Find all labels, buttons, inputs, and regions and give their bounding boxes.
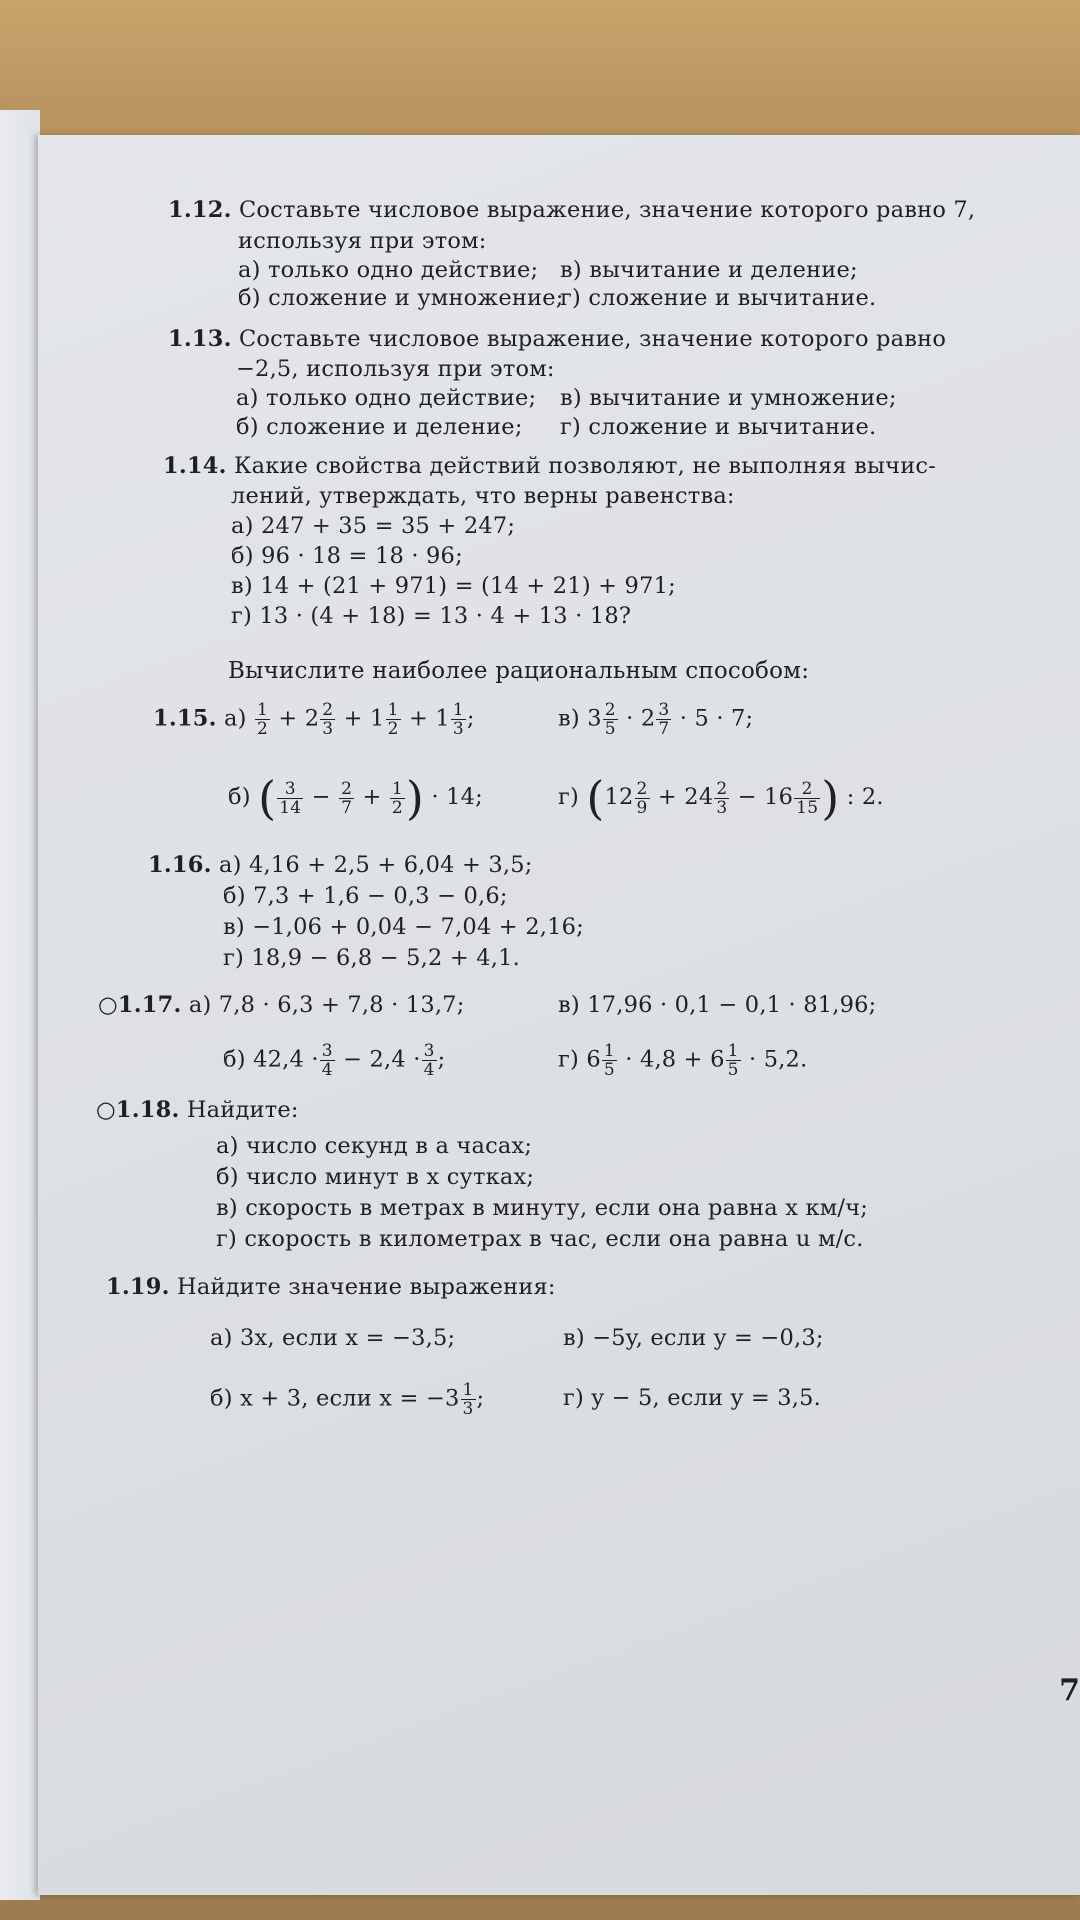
fraction [422,1042,437,1079]
right-paren: ) [821,771,840,825]
operator: : 2. [846,784,884,810]
operator: · 2 [626,705,656,732]
circle-marker-icon: ○ [96,1097,116,1123]
problem-1-18-g: г) скорость в километрах в час, если она равна u м/с. [216,1226,864,1252]
problem-number: 1.12. [168,197,232,223]
problem-1-16-v: в) −1,06 + 0,04 − 7,04 + 2,16; [223,914,584,940]
numerator: 1 [256,700,268,720]
operator: + 1 [343,705,385,732]
operator: − 16 [737,784,794,810]
numerator: 2 [604,700,616,720]
denominator: 2 [387,719,399,739]
denominator: 3 [452,719,464,739]
numerator: 2 [341,778,353,799]
denominator: 4 [423,1060,435,1080]
fraction [320,701,335,738]
fraction [794,780,820,817]
problem-1-14-a: а) 247 + 35 = 35 + 247; [231,513,516,539]
denominator: 14 [279,797,302,818]
fraction [714,780,729,817]
problem-1-17-g [558,1042,807,1079]
denominator: 5 [727,1060,739,1080]
problem-text: Составьте числовое выражение, значение которого равно 7, [239,197,976,223]
fraction [255,701,270,738]
problem-1-14-g: г) 13 · (4 + 18) = 13 · 4 + 13 · 18? [231,603,632,629]
whole-part: 12 [604,784,634,810]
fraction [277,780,303,817]
denominator: 9 [636,797,648,818]
problem-1-17-b [223,1042,445,1079]
numerator: 2 [794,780,820,799]
left-paren: ( [258,771,277,825]
numerator: 2 [716,778,728,799]
left-paren: ( [586,771,605,825]
denominator: 15 [796,797,819,818]
problem-1-19-title [106,1274,556,1300]
item-label: г) [558,784,579,810]
problem-1-16-g: г) 18,9 − 6,8 − 5,2 + 4,1. [223,945,520,971]
textbook-page [38,135,1080,1895]
numerator: 2 [636,778,648,799]
item-text: б) x + 3, если x = −3 [210,1385,460,1412]
whole-part: 3 [587,705,602,732]
item-label: г) [558,1046,579,1073]
numerator: 3 [277,780,303,799]
problem-1-12-line2: используя при этом: [238,228,487,254]
problem-1-18-title [96,1097,299,1123]
whole-part: 6 [586,1046,601,1073]
fraction [320,1042,335,1079]
operand: − 2,4 · [343,1046,421,1073]
numerator: 1 [391,778,403,799]
operator: − [311,784,331,810]
operand: · 5,2. [748,1046,808,1073]
fraction [461,1381,476,1418]
item-label: в) [558,705,580,732]
operand: 42,4 · [253,1046,319,1073]
item-text: а) 7,8 · 6,3 + 7,8 · 13,7; [188,992,465,1018]
page-number: 7 [1059,1673,1080,1708]
problem-1-17-a [98,992,464,1018]
problem-1-14-v: в) 14 + (21 + 971) = (14 + 21) + 971; [231,573,676,599]
previous-page-edge [0,110,40,1900]
problem-1-19-v: в) −5y, если y = −0,3; [563,1325,824,1351]
problem-1-15-g [558,771,884,825]
numerator: 1 [452,700,464,720]
problem-1-18-a: а) число секунд в a часах; [216,1133,533,1159]
problem-number: 1.13. [168,326,232,352]
denominator: 7 [341,797,353,818]
item-text: а) 4,16 + 2,5 + 6,04 + 3,5; [219,852,533,878]
problem-1-15-v [558,701,753,738]
punctuation: ; [437,1046,446,1073]
fraction [656,701,671,738]
problem-1-12-g: г) сложение и вычитание. [560,285,877,311]
numerator: 1 [462,1380,474,1400]
item-label: б) [228,784,251,810]
fraction [726,1042,741,1079]
punctuation: ; [466,705,475,732]
problem-1-15-a [153,701,475,738]
fraction [603,701,618,738]
denominator: 3 [716,797,728,818]
numerator: 3 [321,1041,333,1061]
problem-number: 1.19. [106,1274,170,1300]
problem-number: 1.15. [153,705,217,732]
denominator: 7 [658,719,670,739]
fraction [390,780,405,817]
denominator: 3 [322,719,334,739]
denominator: 2 [391,797,403,818]
problem-1-13-v: в) вычитание и умножение; [560,385,897,411]
numerator: 3 [423,1041,435,1061]
problem-1-16-b: б) 7,3 + 1,6 − 0,3 − 0,6; [223,883,508,909]
fraction [451,701,466,738]
problem-1-12-v: в) вычитание и деление; [560,257,858,283]
problem-1-14-line1 [163,453,936,479]
fraction [602,1042,617,1079]
problem-text: Найдите: [186,1097,299,1123]
problem-1-19-a: а) 3x, если x = −3,5; [210,1325,456,1351]
problem-1-12-b: б) сложение и умножение; [238,285,564,311]
problem-1-12-a: а) только одно действие; [238,257,539,283]
fraction [386,701,401,738]
operator: + [362,784,382,810]
problem-1-17-v: в) 17,96 · 0,1 − 0,1 · 81,96; [558,992,877,1018]
punctuation: ; [476,1385,485,1412]
operator: + 24 [657,784,714,810]
problem-1-13-b: б) сложение и деление; [236,414,523,440]
denominator: 5 [604,719,616,739]
right-paren: ) [405,771,425,825]
problem-1-13-line2: −2,5, используя при этом: [236,356,555,382]
denominator: 3 [462,1399,474,1419]
problem-1-16-a [148,852,533,878]
numerator: 1 [387,700,399,720]
problem-text: Какие свойства действий позволяют, не выполняя вычис- [234,453,936,479]
operator: + 2 [278,705,320,732]
denominator: 2 [256,719,268,739]
problem-text: Найдите значение выражения: [177,1274,556,1300]
fraction [339,780,354,817]
problem-text: Составьте числовое выражение, значение которого равно [239,326,947,352]
denominator: 5 [603,1060,615,1080]
operand: · 4,8 + 6 [625,1046,725,1073]
numerator: 1 [603,1041,615,1061]
problem-1-19-b [210,1381,484,1418]
problem-number: 1.17. [117,992,182,1018]
fraction [635,780,650,817]
operator: + 1 [408,705,450,732]
problem-number: 1.18. [115,1097,180,1123]
problem-1-18-v: в) скорость в метрах в минуту, если она равна x км/ч; [216,1195,869,1221]
operator: · 5 · 7; [679,705,754,732]
problem-1-15-b [228,771,483,825]
numerator: 1 [727,1041,739,1061]
section-heading: Вычислите наиболее рациональным способом: [228,658,810,684]
item-label: а) [224,705,247,732]
operator: · 14; [431,784,483,810]
problem-number: 1.16. [148,852,212,878]
numerator: 2 [322,700,334,720]
problem-number: 1.14. [163,453,227,479]
problem-1-19-g: г) y − 5, если y = 3,5. [563,1385,821,1411]
circle-marker-icon: ○ [98,992,118,1018]
problem-1-12-line1 [168,197,975,223]
item-label: б) [223,1046,246,1073]
problem-1-13-line1 [168,326,946,352]
problem-1-14-b: б) 96 · 18 = 18 · 96; [231,543,463,569]
problem-1-13-a: а) только одно действие; [236,385,537,411]
numerator: 3 [658,700,670,720]
problem-1-18-b: б) число минут в x сутках; [216,1164,535,1190]
denominator: 4 [321,1060,333,1080]
problem-1-13-g: г) сложение и вычитание. [560,414,877,440]
problem-1-14-line2: лений, утверждать, что верны равенства: [231,483,735,509]
